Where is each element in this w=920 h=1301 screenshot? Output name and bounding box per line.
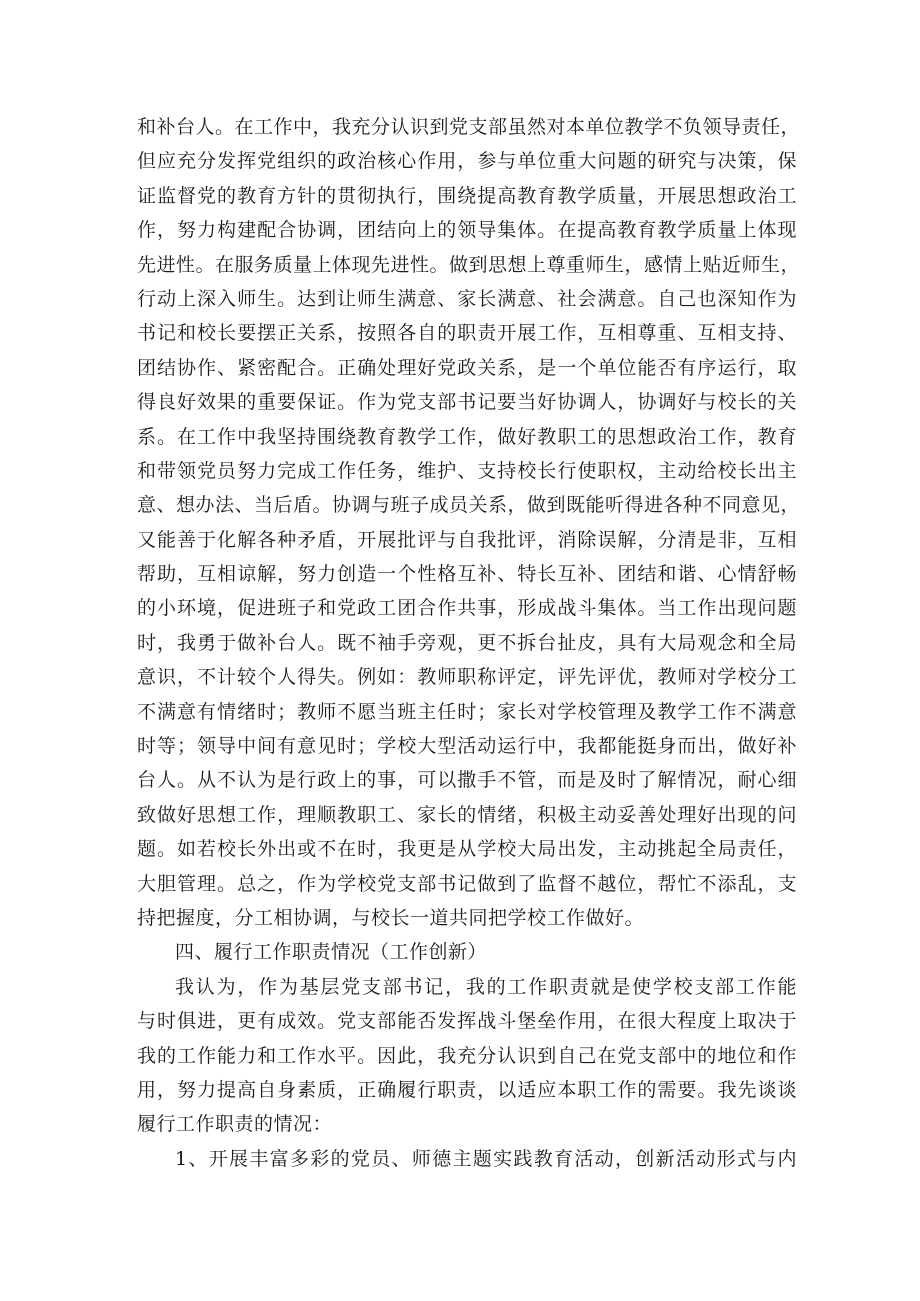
text-line: 我的工作能力和工作水平。因此，我充分认识到自己在党支部中的地位和作: [137, 1044, 797, 1067]
document-body: [137, 110, 801, 1176]
text-line: 大胆管理。总之，作为学校党支部书记做到了监督不越位，帮忙不添乱，支: [137, 872, 797, 895]
text-line: 题。如若校长外出或不在时，我更是从学校大局出发，主动挑起全局责任，: [137, 838, 797, 861]
text-line: 与时俱进，更有成效。党支部能否发挥战斗堡垒作用，在很大程度上取决于: [137, 1010, 797, 1033]
text-line: 和补台人。在工作中，我充分认识到党支部虽然对本单位教学不负领导责任，: [137, 116, 801, 138]
text-line: 系。在工作中我坚持围绕教育教学工作，做好教职工的思想政治工作，教育: [137, 425, 797, 448]
text-line: 意识，不计较个人得失。例如：教师职称评定，评先评优，教师对学校分工: [137, 666, 797, 689]
text-line: 时，我勇于做补台人。既不袖手旁观，更不拆台扯皮，具有大局观念和全局: [137, 631, 797, 654]
section-heading: 四、履行工作职责情况（工作创新）: [175, 941, 488, 964]
text-line: 不满意有情绪时；教师不愿当班主任时；家长对学校管理及教学工作不满意: [137, 700, 797, 723]
text-line: 台人。从不认为是行政上的事，可以撒手不管，而是及时了解情况，耐心细: [137, 769, 797, 792]
text-line: 证监督党的教育方针的贯彻执行，围绕提高教育教学质量，开展思想政治工: [137, 184, 797, 207]
text-line: 持把握度，分工相协调，与校长一道共同把学校工作做好。: [137, 906, 645, 929]
text-line: 作，努力构建配合协调，团结向上的领导集体。在提高教育教学质量上体现: [137, 219, 797, 242]
text-line: 的小环境，促进班子和党政工团合作共事，形成战斗集体。当工作出现问题: [137, 597, 797, 620]
text-line: 我认为，作为基层党支部书记，我的工作职责就是使学校支部工作能: [175, 975, 797, 998]
text-line: 用，努力提高自身素质，正确履行职责，以适应本职工作的需要。我先谈谈: [137, 1078, 797, 1101]
text-line: 帮助，互相谅解，努力创造一个性格互补、特长互补、团结和谐、心情舒畅: [137, 563, 797, 586]
text-line: 致做好思想工作，理顺教职工、家长的情绪，积极主动妥善处理好出现的问: [137, 803, 797, 826]
text-line: 和带领党员努力完成工作任务，维护、支持校长行使职权，主动给校长出主: [137, 459, 797, 482]
text-line: 先进性。在服务质量上体现先进性。做到思想上尊重师生，感情上贴近师生，: [137, 253, 801, 276]
text-line: 但应充分发挥党组织的政治核心作用，参与单位重大问题的研究与决策，保: [137, 150, 797, 173]
text-line: 得良好效果的重要保证。作为党支部书记要当好协调人，协调好与校长的关: [137, 391, 797, 414]
text-line: 书记和校长要摆正关系，按照各自的职责开展工作，互相尊重、互相支持、: [137, 322, 797, 345]
text-line: 意、想办法、当后盾。协调与班子成员关系，做到既能听得进各种不同意见，: [137, 494, 801, 517]
list-item: 1、开展丰富多彩的党员、师德主题实践教育活动，创新活动形式与内: [175, 1147, 797, 1170]
text-line: 履行工作职责的情况：: [137, 1113, 333, 1136]
text-line: 团结协作、紧密配合。正确处理好党政关系，是一个单位能否有序运行，取: [137, 356, 797, 379]
text-line: 行动上深入师生。达到让师生满意、家长满意、社会满意。自己也深知作为: [137, 287, 797, 310]
text-line: 又能善于化解各种矛盾，开展批评与自我批评，消除误解，分清是非，互相: [137, 528, 797, 551]
text-line: 时等；领导中间有意见时；学校大型活动运行中，我都能挺身而出，做好补: [137, 735, 797, 758]
